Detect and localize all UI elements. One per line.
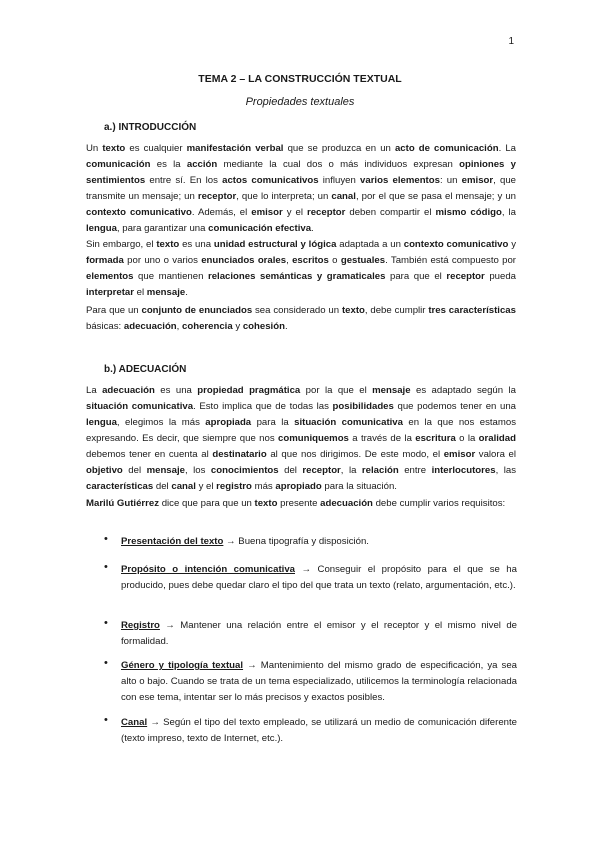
bullet-icon: • xyxy=(104,617,108,629)
text-run: , la xyxy=(340,465,362,476)
bold-text-run: coherencia xyxy=(182,321,233,332)
text-run: y el xyxy=(195,481,217,492)
text-run: es la xyxy=(150,159,187,170)
bold-text-run: interlocutores xyxy=(431,465,496,476)
requirement-item-proposito xyxy=(121,562,517,594)
text-run: para la xyxy=(251,417,295,428)
text-run: dice que para que un xyxy=(159,498,255,509)
bold-text-run: unidad estructural y lógica xyxy=(213,239,337,250)
section-heading-adecuacion: b.) ADECUACIÓN xyxy=(104,364,187,375)
bold-text-run: mensaje xyxy=(146,465,185,476)
bold-text-run: enunciados orales xyxy=(201,255,287,266)
bold-text-run: características xyxy=(86,481,154,492)
text-run: entre sí. En los xyxy=(145,175,223,186)
bold-text-run: Marilú Gutiérrez xyxy=(86,498,160,509)
adecuacion-paragraph-1 xyxy=(86,383,516,495)
bold-text-run: emisor xyxy=(461,175,494,186)
text-run: del xyxy=(122,465,147,476)
text-run: es una xyxy=(154,385,198,396)
text-run: , la xyxy=(501,207,516,218)
text-run: entre xyxy=(398,465,432,476)
text-run: a través de la xyxy=(348,433,416,444)
requirement-term: Propósito o intención comunicativa xyxy=(121,564,295,575)
text-run: , debe cumplir xyxy=(364,305,429,316)
text-run: o la xyxy=(455,433,479,444)
bullet-icon: • xyxy=(104,533,108,545)
text-run: , xyxy=(176,321,183,332)
bold-text-run: mensaje xyxy=(146,287,186,298)
text-run: . También está compuesto por xyxy=(385,255,516,266)
bullet-icon: • xyxy=(104,657,108,669)
requirement-text: → Buena tipografía y disposición. xyxy=(223,536,369,547)
requirement-text: → Conseguir el propósito para el que se ha producido, pues debe quedar claro el tipo del que trata un texto (relato, argumentación, etc.). xyxy=(121,564,517,591)
bold-text-run: mensaje xyxy=(372,385,411,396)
text-run: y xyxy=(508,239,516,250)
text-run: . Además, el xyxy=(191,207,252,218)
text-run: pueda xyxy=(484,271,517,282)
bold-text-run: formada xyxy=(86,255,124,266)
bold-text-run: adecuación xyxy=(123,321,177,332)
bold-text-run: acción xyxy=(186,159,218,170)
text-run: del xyxy=(278,465,303,476)
bold-text-run: receptor xyxy=(446,271,485,282)
text-run: . xyxy=(185,287,188,298)
bold-text-run: receptor xyxy=(197,191,237,202)
text-run: , para garantizar una xyxy=(116,223,209,234)
text-run: que podemos tener en una xyxy=(393,401,516,412)
bold-text-run: interpretar xyxy=(86,287,134,298)
text-run: . La xyxy=(498,143,516,154)
requirement-item-presentacion xyxy=(121,534,517,550)
text-run: del xyxy=(153,481,172,492)
bold-text-run: elementos xyxy=(86,271,134,282)
intro-paragraph-3 xyxy=(86,303,516,335)
text-run: en la que nos estamos expresando. Es decir, que siempre que nos xyxy=(86,417,517,444)
text-run: sea considerado un xyxy=(252,305,342,316)
bold-text-run: actos comunicativos xyxy=(222,175,319,186)
text-run: Para que un xyxy=(86,305,142,316)
requirement-item-genero xyxy=(121,658,517,706)
bold-text-run: adecuación xyxy=(102,385,155,396)
text-run: . xyxy=(284,321,288,332)
text-run: por la que el xyxy=(300,385,373,396)
requirement-term: Registro xyxy=(121,620,160,631)
bold-text-run: lengua xyxy=(86,417,117,428)
text-run: es una xyxy=(179,239,214,250)
bold-text-run: cohesión xyxy=(242,321,285,332)
text-run: que se produzca en un xyxy=(283,143,395,154)
requirement-term: Presentación del texto xyxy=(121,536,224,547)
document-subtitle: Propiedades textuales xyxy=(245,96,355,108)
bold-text-run: adecuación xyxy=(320,498,373,509)
bold-text-run: texto xyxy=(254,498,278,509)
bold-text-run: oralidad xyxy=(478,433,516,444)
intro-paragraph-1 xyxy=(86,141,516,237)
text-run: que mantienen xyxy=(133,271,208,282)
bold-text-run: mismo código xyxy=(435,207,502,218)
text-run: al que nos dirigimos. De este modo, el xyxy=(266,449,444,460)
section-heading-introduccion: a.) INTRODUCCIÓN xyxy=(104,122,197,133)
text-run: para la situación. xyxy=(321,481,397,492)
bold-text-run: acto de comunicación xyxy=(394,143,499,154)
text-run: y xyxy=(232,321,243,332)
text-run: presente xyxy=(277,498,321,509)
bold-text-run: contexto comunicativo xyxy=(86,207,192,218)
bold-text-run: receptor xyxy=(302,465,341,476)
text-run: . xyxy=(311,223,314,234)
bold-text-run: situación comunicativa xyxy=(86,401,194,412)
bold-text-run: tres características xyxy=(428,305,516,316)
bold-text-run: emisor xyxy=(443,449,476,460)
text-run: básicas: xyxy=(86,321,124,332)
text-run: es adaptado según la xyxy=(410,385,516,396)
bold-text-run: texto xyxy=(341,305,365,316)
text-run: más xyxy=(251,481,276,492)
bold-text-run: comunicación xyxy=(86,159,151,170)
requirement-term: Canal xyxy=(121,717,148,728)
text-run: valora el xyxy=(475,449,517,460)
text-run: , las xyxy=(495,465,516,476)
bold-text-run: comuniquemos xyxy=(278,433,349,444)
bold-text-run: conjunto de enunciados xyxy=(141,305,253,316)
text-run: . Esto implica que de todas las xyxy=(193,401,333,412)
text-run: el xyxy=(133,287,147,298)
bold-text-run: relación xyxy=(361,465,399,476)
bold-text-run: apropiado xyxy=(275,481,322,492)
requirement-term: Género y tipología textual xyxy=(121,660,244,671)
intro-paragraph-2 xyxy=(86,237,516,301)
bold-text-run: relaciones semánticas y gramaticales xyxy=(207,271,386,282)
bold-text-run: manifestación verbal xyxy=(186,143,284,154)
text-run: y el xyxy=(282,207,307,218)
bold-text-run: comunicación efectiva xyxy=(208,223,312,234)
bold-text-run: conocimientos xyxy=(210,465,279,476)
text-run: mediante la cual dos o más individuos expresan xyxy=(217,159,460,170)
text-run: La xyxy=(86,385,103,396)
text-run: para que el xyxy=(385,271,447,282)
bold-text-run: lengua xyxy=(86,223,117,234)
bold-text-run: propiedad pragmática xyxy=(197,385,301,396)
text-run: Sin embargo, el xyxy=(86,239,157,250)
bold-text-run: texto xyxy=(156,239,180,250)
document-title: TEMA 2 – LA CONSTRUCCIÓN TEXTUAL xyxy=(198,73,402,85)
text-run: , por el que se pasa el mensaje; y un xyxy=(355,191,516,202)
requirement-item-registro xyxy=(121,618,517,650)
text-run: , los xyxy=(184,465,211,476)
text-run: , que lo interpreta; un xyxy=(236,191,332,202)
adecuacion-paragraph-2 xyxy=(86,496,516,512)
requirement-text: → Según el tipo del texto empleado, se utilizará un medio de comunicación diferente (texto impreso, texto de Internet, etc.). xyxy=(121,717,517,744)
bullet-icon: • xyxy=(104,714,108,726)
bold-text-run: varios elementos xyxy=(360,175,440,186)
bold-text-run: posibilidades xyxy=(332,401,394,412)
bold-text-run: contexto comunicativo xyxy=(403,239,509,250)
bold-text-run: emisor xyxy=(251,207,283,218)
bold-text-run: opiniones y sentimientos xyxy=(86,159,516,186)
page-number: 1 xyxy=(508,36,514,47)
bold-text-run: objetivo xyxy=(86,465,123,476)
text-run: o xyxy=(328,255,341,266)
text-run: deben compartir el xyxy=(345,207,436,218)
bold-text-run: situación comunicativa xyxy=(294,417,403,428)
bullet-icon: • xyxy=(104,561,108,573)
text-run: debemos tener en cuenta al xyxy=(86,449,213,460)
bold-text-run: escritura xyxy=(415,433,456,444)
requirement-item-canal xyxy=(121,715,517,747)
text-run: por uno o varios xyxy=(123,255,202,266)
text-run: , que transmite un mensaje; un xyxy=(86,175,517,202)
requirement-text: → Mantenimiento del mismo grado de especificación, ya sea alto o bajo. Cuando se trata de un tema especializado, utilicemos la terminología relacionada con ese tema, intentar ser lo más precisos y exactos posibles. xyxy=(121,660,518,703)
bold-text-run: canal xyxy=(171,481,196,492)
bold-text-run: receptor xyxy=(306,207,346,218)
text-run: adaptada a un xyxy=(336,239,404,250)
bold-text-run: registro xyxy=(216,481,252,492)
text-run: , xyxy=(286,255,293,266)
text-run: influyen xyxy=(318,175,361,186)
bold-text-run: destinatario xyxy=(212,449,267,460)
text-run: debe cumplir varios requisitos: xyxy=(372,498,506,509)
bold-text-run: texto xyxy=(102,143,126,154)
text-run: Un xyxy=(86,143,103,154)
bold-text-run: escritos xyxy=(292,255,329,266)
text-run: : un xyxy=(439,175,462,186)
requirement-text: → Mantener una relación entre el emisor y el receptor y el mismo nivel de formalidad. xyxy=(121,620,517,647)
bold-text-run: gestuales xyxy=(340,255,386,266)
bold-text-run: canal xyxy=(331,191,356,202)
text-run: , elegimos la más xyxy=(116,417,206,428)
bold-text-run: apropiada xyxy=(205,417,252,428)
text-run: es cualquier xyxy=(125,143,187,154)
